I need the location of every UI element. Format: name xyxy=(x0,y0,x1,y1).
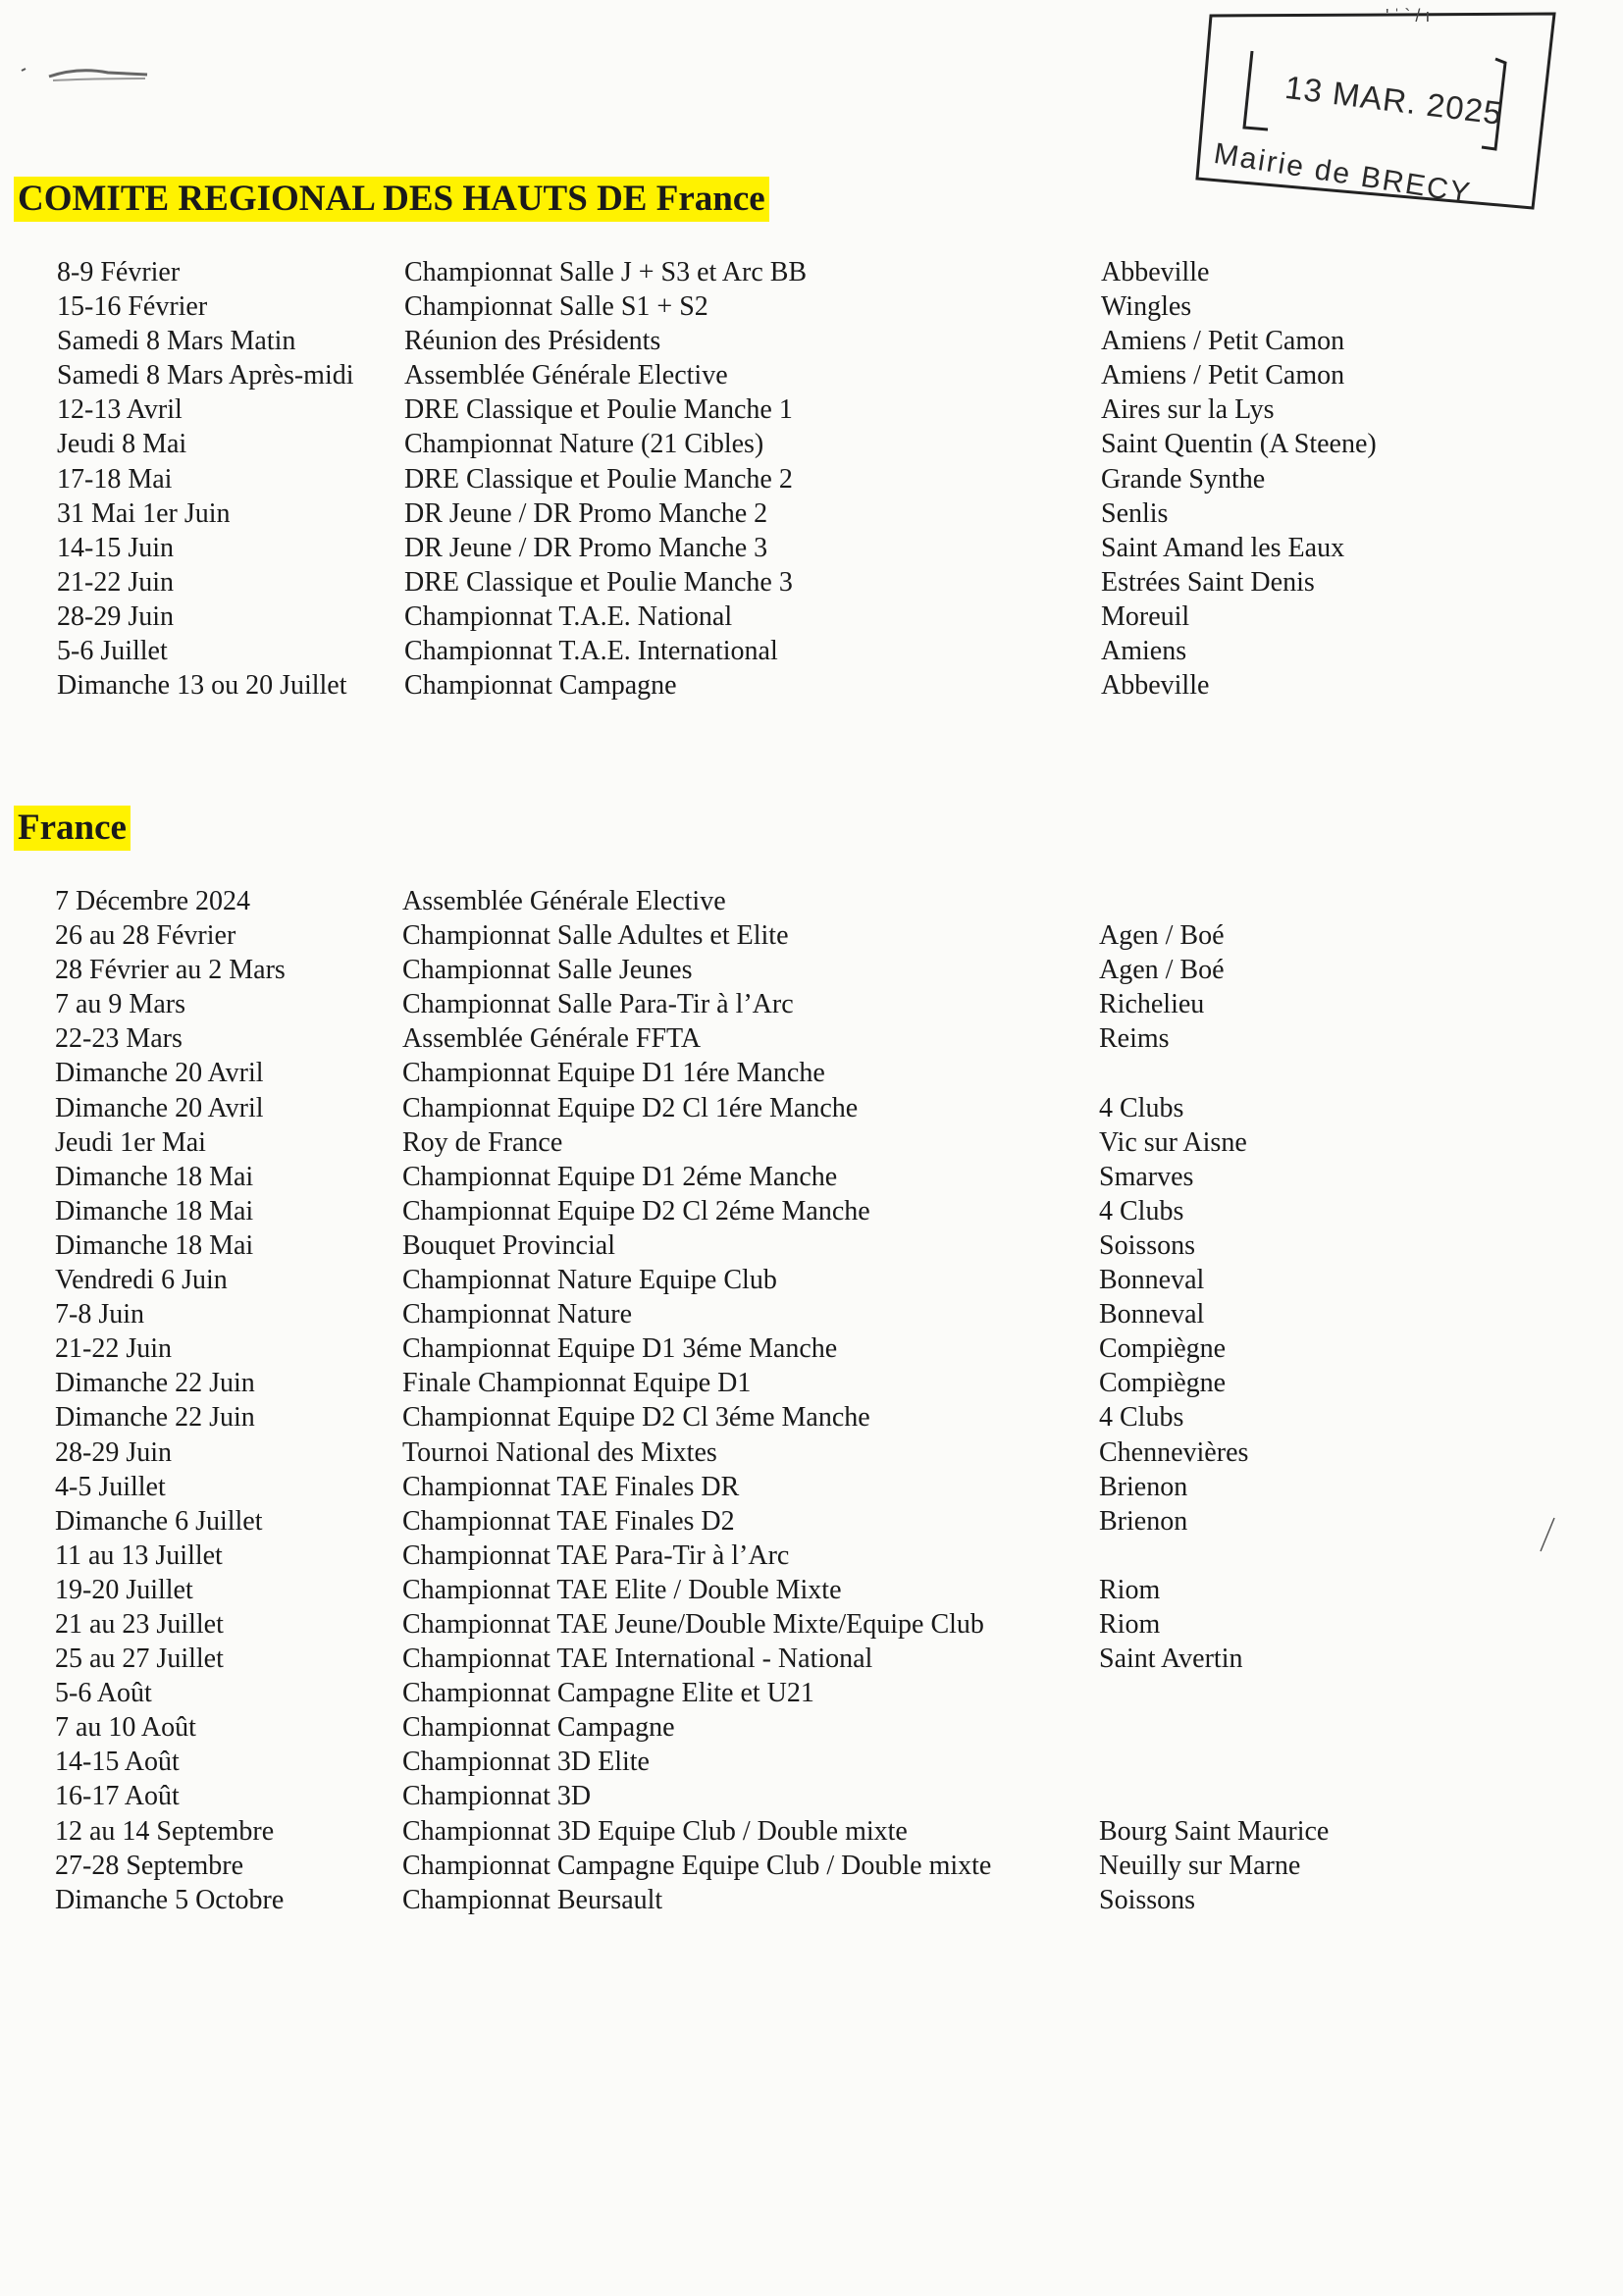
event-place: Riom xyxy=(1099,1608,1161,1640)
event-name: Championnat TAE Finales DR xyxy=(402,1471,740,1502)
event-name: DRE Classique et Poulie Manche 3 xyxy=(404,566,793,598)
event-name: Assemblée Générale FFTA xyxy=(402,1023,702,1055)
event-date: Dimanche 5 Octobre xyxy=(55,1884,285,1915)
event-date: Dimanche 18 Mai xyxy=(55,1161,254,1192)
event-name: Réunion des Présidents xyxy=(404,326,661,357)
event-date: 12-13 Avril xyxy=(57,394,183,426)
event-name: Championnat Equipe D2 Cl 1ére Manche xyxy=(402,1092,859,1123)
event-date: 27-28 Septembre xyxy=(55,1850,244,1881)
event-name: DR Jeune / DR Promo Manche 3 xyxy=(404,532,768,563)
event-place: Wingles xyxy=(1101,291,1192,323)
event-name: Championnat T.A.E. International xyxy=(404,636,778,667)
event-date: 7 au 9 Mars xyxy=(55,989,185,1020)
event-place: Soissons xyxy=(1099,1884,1196,1915)
event-place: Estrées Saint Denis xyxy=(1101,566,1315,598)
event-date: 28 Février au 2 Mars xyxy=(55,955,286,986)
event-name: Championnat TAE Elite / Double Mixte xyxy=(402,1574,842,1605)
event-name: Championnat Equipe D1 3éme Manche xyxy=(402,1333,838,1365)
event-place: Brienon xyxy=(1099,1471,1188,1502)
event-name: Championnat Nature (21 Cibles) xyxy=(404,429,764,460)
event-name: DRE Classique et Poulie Manche 2 xyxy=(404,463,793,495)
event-date: 7 au 10 Août xyxy=(55,1712,196,1744)
event-date: 5-6 Août xyxy=(55,1678,152,1709)
pen-stroke xyxy=(1539,1516,1558,1555)
event-date: Dimanche 13 ou 20 Juillet xyxy=(57,670,347,702)
event-name: Tournoi National des Mixtes xyxy=(402,1436,717,1468)
event-date: 14-15 Juin xyxy=(57,532,174,563)
event-date: Dimanche 22 Juin xyxy=(55,1402,255,1434)
event-name: Championnat 3D xyxy=(402,1781,592,1812)
stamp-edge-marks: ' ˈ ` / ı xyxy=(1386,6,1431,26)
event-name: Championnat Salle Adultes et Elite xyxy=(402,920,789,952)
stamp-town: Mairie de BRECY xyxy=(1211,137,1474,211)
event-name: Finale Championnat Equipe D1 xyxy=(402,1368,752,1399)
event-place: Senlis xyxy=(1101,497,1169,529)
event-place: Richelieu xyxy=(1099,989,1205,1020)
event-date: 4-5 Juillet xyxy=(55,1471,166,1502)
event-date: Samedi 8 Mars Matin xyxy=(57,326,296,357)
event-date: Dimanche 20 Avril xyxy=(55,1092,264,1123)
event-name: Championnat T.A.E. National xyxy=(404,600,733,632)
event-place: Aires sur la Lys xyxy=(1101,394,1275,426)
event-date: Dimanche 6 Juillet xyxy=(55,1505,263,1537)
event-name: Championnat Nature xyxy=(402,1299,633,1331)
event-place: Agen / Boé xyxy=(1099,920,1225,952)
event-place: Chennevières xyxy=(1099,1436,1249,1468)
event-date: 22-23 Mars xyxy=(55,1023,183,1055)
event-date: Jeudi 8 Mai xyxy=(57,429,187,460)
event-place: Bonneval xyxy=(1099,1265,1205,1296)
event-place: Moreuil xyxy=(1101,600,1190,632)
event-date: Dimanche 20 Avril xyxy=(55,1058,264,1089)
scan-mark xyxy=(20,61,157,90)
event-name: Championnat Campagne Equipe Club / Double mixte xyxy=(402,1850,992,1881)
event-date: 19-20 Juillet xyxy=(55,1574,193,1605)
event-place: Agen / Boé xyxy=(1099,955,1225,986)
event-name: Championnat Equipe D1 2éme Manche xyxy=(402,1161,838,1192)
event-place: Smarves xyxy=(1099,1161,1194,1192)
event-date: 14-15 Août xyxy=(55,1747,180,1778)
event-place: 4 Clubs xyxy=(1099,1092,1184,1123)
event-date: 31 Mai 1er Juin xyxy=(57,497,231,529)
event-date: 7-8 Juin xyxy=(55,1299,144,1331)
event-date: 26 au 28 Février xyxy=(55,920,236,952)
event-name: Championnat Salle S1 + S2 xyxy=(404,291,708,323)
event-place: Saint Quentin (A Steene) xyxy=(1101,429,1377,460)
event-name: Championnat 3D Equipe Club / Double mixte xyxy=(402,1815,908,1847)
event-date: 11 au 13 Juillet xyxy=(55,1539,223,1571)
event-place: Saint Amand les Eaux xyxy=(1101,532,1345,563)
event-name: DR Jeune / DR Promo Manche 2 xyxy=(404,497,768,529)
event-name: Championnat Campagne xyxy=(404,670,677,702)
event-place: Amiens / Petit Camon xyxy=(1101,360,1345,391)
stamp-date: 13 MAR. 2025 xyxy=(1283,69,1505,131)
event-date: 8-9 Février xyxy=(57,257,181,287)
event-place: Abbeville xyxy=(1101,670,1210,702)
event-name: Assemblée Générale Elective xyxy=(404,360,728,391)
event-place: Abbeville xyxy=(1101,257,1210,287)
event-date: 16-17 Août xyxy=(55,1781,180,1812)
event-date: 21-22 Juin xyxy=(55,1333,172,1365)
event-name: Championnat Equipe D2 Cl 3éme Manche xyxy=(402,1402,870,1434)
event-name: Bouquet Provincial xyxy=(402,1229,615,1261)
event-name: Championnat 3D Elite xyxy=(402,1747,650,1778)
event-name: Championnat Salle Jeunes xyxy=(402,955,693,986)
event-name: Championnat TAE Jeune/Double Mixte/Equipe Club xyxy=(402,1608,984,1640)
event-place: Amiens / Petit Camon xyxy=(1101,326,1345,357)
event-place: Compiègne xyxy=(1099,1368,1227,1399)
event-name: Assemblée Générale Elective xyxy=(402,886,726,916)
event-place: Neuilly sur Marne xyxy=(1099,1850,1301,1881)
event-name: Championnat Equipe D2 Cl 2éme Manche xyxy=(402,1195,870,1226)
event-place: Compiègne xyxy=(1099,1333,1227,1365)
event-name: Championnat TAE Finales D2 xyxy=(402,1505,735,1537)
event-name: Championnat Campagne Elite et U21 xyxy=(402,1678,814,1709)
event-place: Vic sur Aisne xyxy=(1099,1126,1247,1158)
event-place: Reims xyxy=(1099,1023,1170,1055)
event-date: 28-29 Juin xyxy=(57,600,174,632)
event-date: 21-22 Juin xyxy=(57,566,174,598)
national-section-title: France xyxy=(14,806,131,851)
event-place: Bourg Saint Maurice xyxy=(1099,1815,1330,1847)
event-date: 25 au 27 Juillet xyxy=(55,1644,224,1675)
event-date: 28-29 Juin xyxy=(55,1436,172,1468)
event-date: Dimanche 22 Juin xyxy=(55,1368,255,1399)
event-date: 12 au 14 Septembre xyxy=(55,1815,275,1847)
event-name: Championnat TAE Para-Tir à l’Arc xyxy=(402,1539,790,1571)
event-name: DRE Classique et Poulie Manche 1 xyxy=(404,394,793,426)
event-name: Championnat Nature Equipe Club xyxy=(402,1265,777,1296)
event-name: Roy de France xyxy=(402,1126,563,1158)
event-date: Dimanche 18 Mai xyxy=(55,1229,254,1261)
event-place: Amiens xyxy=(1101,636,1187,667)
event-date: 7 Décembre 2024 xyxy=(55,886,251,916)
event-date: 21 au 23 Juillet xyxy=(55,1608,224,1640)
event-name: Championnat Campagne xyxy=(402,1712,675,1744)
event-place: Bonneval xyxy=(1099,1299,1205,1331)
event-date: 15-16 Février xyxy=(57,291,208,323)
event-date: Dimanche 18 Mai xyxy=(55,1195,254,1226)
event-place: 4 Clubs xyxy=(1099,1195,1184,1226)
event-name: Championnat Salle J + S3 et Arc BB xyxy=(404,257,808,287)
event-date: 5-6 Juillet xyxy=(57,636,168,667)
event-name: Championnat TAE International - National xyxy=(402,1644,873,1675)
event-place: Soissons xyxy=(1099,1229,1196,1261)
event-place: Saint Avertin xyxy=(1099,1644,1243,1675)
event-name: Championnat Beursault xyxy=(402,1884,663,1915)
mairie-stamp xyxy=(1189,6,1562,218)
regional-section-title: COMITE REGIONAL DES HAUTS DE France xyxy=(14,177,769,222)
event-date: Vendredi 6 Juin xyxy=(55,1265,228,1296)
event-date: Samedi 8 Mars Après-midi xyxy=(57,360,354,391)
event-place: 4 Clubs xyxy=(1099,1402,1184,1434)
event-place: Riom xyxy=(1099,1574,1161,1605)
event-date: 17-18 Mai xyxy=(57,463,173,495)
event-name: Championnat Salle Para-Tir à l’Arc xyxy=(402,989,794,1020)
event-name: Championnat Equipe D1 1ére Manche xyxy=(402,1058,825,1089)
event-date: Jeudi 1er Mai xyxy=(55,1126,206,1158)
event-place: Grande Synthe xyxy=(1101,463,1266,495)
event-place: Brienon xyxy=(1099,1505,1188,1537)
